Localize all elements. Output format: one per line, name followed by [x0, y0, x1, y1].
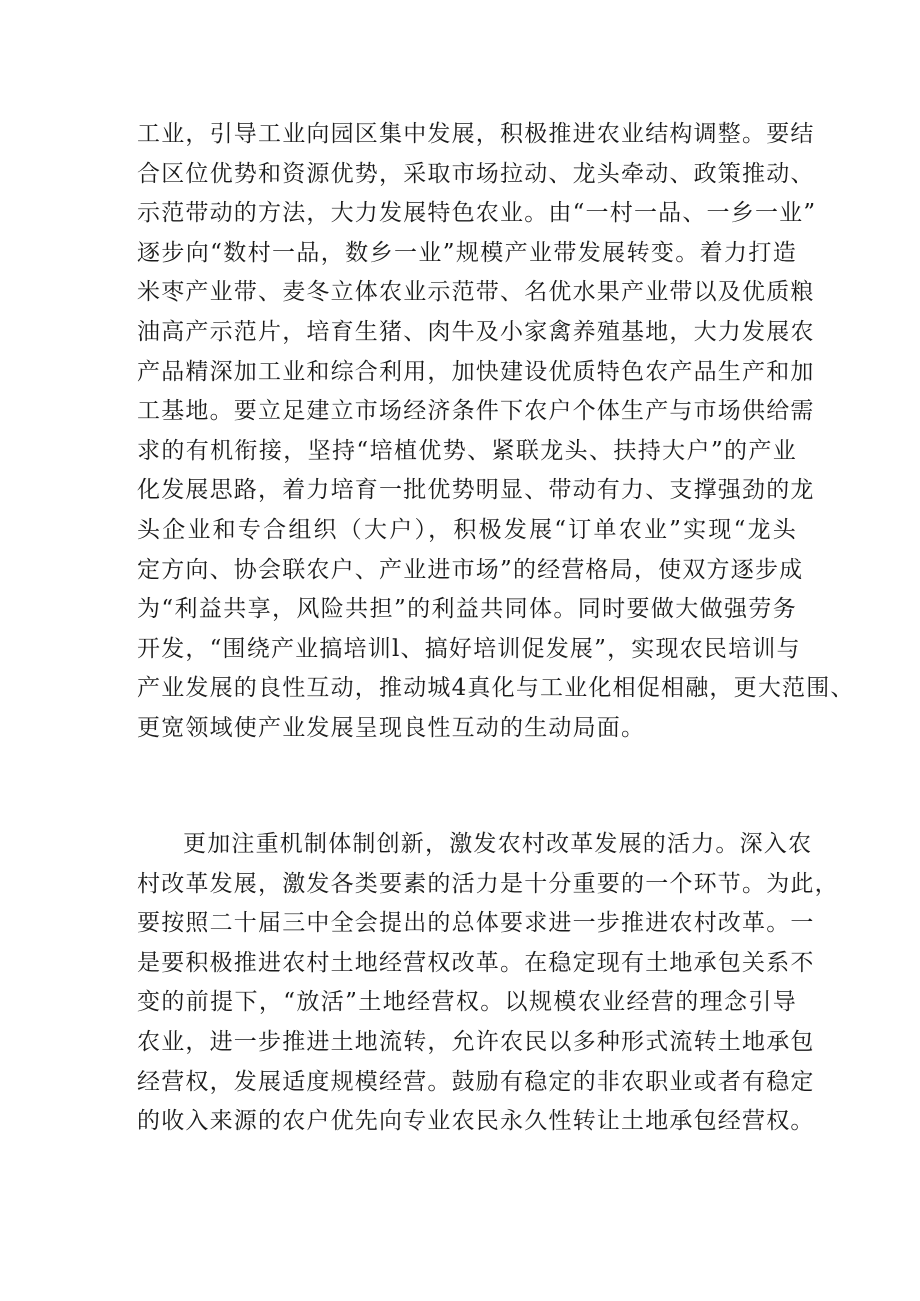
paragraph-line: 开发，“围绕产业搞培训l、搞好培训促发展”，实现农民培训与 — [137, 635, 801, 662]
paragraph-line: 米枣产业带、麦冬立体农业示范带、名优水果产业带以及优质粮 — [137, 279, 815, 306]
paragraph-line: 产品精深加工业和综合利用，加快建设优质特色农产品生产和加 — [137, 358, 815, 385]
paragraph-2 — [137, 825, 839, 1142]
paragraph-line: 的收入来源的农户优先向专业农民永久性转让土地承包经营权。 — [137, 1108, 815, 1135]
paragraph-line: 化发展思路，着力培育一批优势明显、带动有力、支撑强劲的龙 — [137, 477, 815, 504]
paragraph-line: 示范带动的方法，大力发展特色农业。由“一村一品、一乡一业” — [137, 200, 817, 227]
paragraph-line: 产业发展的良性互动，推动城4真化与工业化相促相融，更大范围、 — [137, 675, 855, 702]
paragraph-line: 工业，引导工业向园区集中发展，积极推进农业结构调整。要结 — [137, 121, 815, 147]
paragraph-line: 经营权，发展适度规模经营。鼓励有稳定的非农职业或者有稳定 — [137, 1068, 815, 1095]
paragraph-1 — [137, 115, 855, 749]
paragraph-line: 求的有机衔接，坚持“培植优势、紧联龙头、扶持大户”的产业 — [137, 437, 797, 464]
paragraph-line: 是要积极推进农村土地经营权改革。在稳定现有土地承包关系不 — [137, 949, 815, 976]
paragraph-line: 农业，进一步推进土地流转，允许农民以多种形式流转土地承包 — [137, 1028, 815, 1055]
paragraph-line: 合区位优势和资源优势，采取市场拉动、龙头牵动、政策推动、 — [137, 160, 815, 187]
paragraph-line: 村改革发展，激发各类要素的活力是十分重要的一个环节。为此， — [137, 870, 839, 897]
paragraph-line: 变的前提下，“放活”土地经营权。以规模农业经营的理念引导 — [137, 989, 797, 1016]
paragraph-line: 逐步向“数村一品，数乡一业”规模产业带发展转变。着力打造 — [137, 239, 797, 266]
paragraph-line: 油高产示范片，培育生猪、肉牛及小家禽养殖基地，大力发展农 — [137, 318, 815, 345]
paragraph-line: 定方向、协会联农户、产业进市场”的经营格局，使双方逐步成 — [137, 556, 804, 583]
paragraph-line: 头企业和专合组织（大户），积极发展“订单农业”实现“龙头 — [137, 516, 797, 543]
paragraph-line: 为“利益共享，风险共担”的利益共同体。同时要做大做强劳务 — [137, 596, 797, 623]
paragraph-line: 要按照二十届三中全会提出的总体要求进一步推进农村改革。一 — [137, 910, 815, 937]
paragraph-line: 工基地。要立足建立市场经济条件下农户个体生产与市场供给需 — [137, 398, 815, 425]
paragraph-line: 更宽领域使产业发展呈现良性互动的生动局面。 — [137, 714, 646, 741]
paragraph-line: 更加注重机制体制创新，激发农村改革发展的活力。深入农 — [183, 831, 813, 857]
